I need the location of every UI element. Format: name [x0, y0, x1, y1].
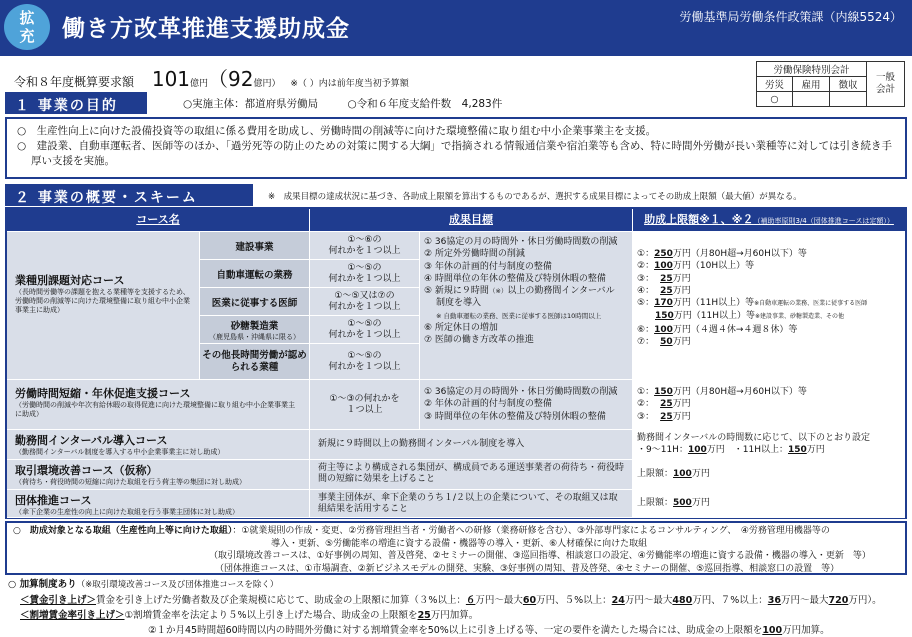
- course5-limits: 上限額：500万円: [633, 490, 905, 518]
- purpose-2: ○ 建設業、自動車運転者、医師等のほか、「過労死等の防止のための対策に関する大綱」で指摘される情報通信業や宿泊業等も含め、特に時間外労働が長い業種等に対しては引き続き手厚い支援を実施。: [17, 140, 892, 167]
- col-limit-header: 助成上限額※１、※２（補助率原則3/4（団体推進コースは定額））: [633, 209, 905, 231]
- target-activities-box: [5, 521, 907, 575]
- goal-item: ④ 時間単位の年休の整備及び特別休暇の整備: [424, 273, 606, 284]
- mark-choushu: [830, 92, 867, 107]
- course3-limits: [633, 430, 905, 460]
- target-row-2: 導入・更新、⑤労働能率の増進に資する設備・機器等の導入・更新、⑥人材確保に向けた取組: [271, 538, 648, 549]
- section2-title: ２ 事業の概要・スキーム: [5, 184, 253, 206]
- budget-unit: 億円: [190, 79, 209, 89]
- prev-close: 億円）: [253, 79, 281, 89]
- course1-name-cell: [7, 232, 200, 380]
- target-row-4: （団体推進コースは、①市場調査、②新ビジネスモデルの開発、実験、③好事例の周知、普及啓発、④セミナーの開催、⑤巡回指導、相談窓口の設置 等）: [215, 563, 840, 574]
- section1-info: [183, 96, 528, 111]
- course1-name: 業種別課題対応コース: [15, 274, 125, 287]
- budget-note: ※（ ）内は前年度当初予算額: [290, 79, 409, 89]
- page-title: 働き方改革推進支援助成金: [62, 16, 350, 42]
- course2-name-cell: [7, 380, 310, 430]
- course4-desc: （荷待ち・荷役時間の短縮に向けた取組を行う荷主等の集団に対し助成）: [15, 478, 246, 486]
- limit-item: ②：100万円（10H以上）等: [637, 261, 755, 272]
- implementer: ○実施主体：都道府県労働局: [183, 98, 319, 110]
- course1-cond-sugar: ①～⑤の 何れかを１つ以上: [310, 316, 420, 344]
- purpose-box: [5, 117, 907, 179]
- course1-sub-construction: 建設事業: [200, 232, 310, 260]
- prev-open: （: [208, 67, 229, 91]
- limit-item: ①：250万円（月80H超→月60H以下）等: [637, 249, 807, 259]
- budget-amount: 101: [151, 67, 191, 91]
- goal-item: ⑥ 所定休日の増加: [424, 323, 498, 334]
- bonus-overtime-line: ＜割増賃金率引き上げ＞①割増賃金率を法定より５%以上引き上げた場合、助成金の上限額を25万円加算。: [20, 610, 479, 621]
- goal-item: ③ 年休の計画的付与制度の整備: [424, 261, 552, 272]
- course2-desc: （労働時間の削減や年次有給休暇の取得促進に向けた環境整備に取り組む中小企業事業主に助成）: [15, 401, 295, 418]
- course1-goals: [420, 232, 633, 380]
- limit-item: 勤務間インターバルの時間数に応じて、以下のとおり設定: [637, 433, 871, 443]
- col-course-header: コース名: [7, 209, 309, 231]
- goal-item: ② 所定外労働時間の削減: [424, 249, 525, 260]
- course1-cond-driving: ①～⑤の 何れかを１つ以上: [310, 260, 420, 288]
- badge-line1: 拡: [19, 9, 35, 27]
- course2-cond: ①～③の何れかを １つ以上: [310, 380, 420, 430]
- limit-item: ⑦： 50万円: [637, 337, 691, 348]
- course5-goal: 事業主団体が、傘下企業のうち１/２以上の企業について、その取組又は取組結果を活用すること: [310, 490, 633, 518]
- course1-sub-other: その他長時間労働が認められる業種: [200, 344, 310, 380]
- budget-line: [14, 63, 409, 92]
- limit-item: ①：150万円（月80H超→月60H以下）等: [637, 387, 807, 398]
- goal-item: ③ 時間単位の年休の整備及び特別休暇の整備: [424, 411, 606, 422]
- goal-item: ⑦ 医師の働き方改革の推進: [424, 335, 534, 346]
- bonus-wage-line: ＜賃金引き上げ＞賃金を引き上げた労働者数及び企業規模に応じて、助成金の上限額に加算（３%以上：６万円～最大60万円、５%以上：24万円～最大480万円、７%以上：36万円～最大720万円）。: [20, 595, 882, 606]
- course4-name: 取引環境改善コース（仮称）: [15, 464, 158, 477]
- course4-goal: 荷主等により構成される集団が、構成員である運送事業者の荷待ち・荷役時間の短縮に効果を上げること: [310, 460, 633, 490]
- col-goal-header: 成果目標: [310, 209, 632, 231]
- limit-item: ②： 25万円: [637, 399, 691, 410]
- bonus-overtime-line-2: ②１か月45時間超60時間以内の時間外労働に対する割増賃金率を50%以上に引き上げる等、一定の要件を満たした場合には、助成金の上限額を100万円加算。: [148, 625, 830, 636]
- mark-koyou: [793, 92, 830, 107]
- badge-line2: 充: [19, 27, 35, 45]
- course5-desc: （傘下企業の生産性の向上に向けた取組を行う事業主団体に対し助成）: [15, 508, 239, 516]
- purpose-1: ○ 生産性向上に向けた設備投資等の取組に係る費用を助成し、労働時間の削減等に向けた環境整備に取り組む中小企業事業主を支援。: [17, 125, 657, 137]
- limit-item: ③： 25万円: [637, 411, 691, 422]
- course1-cond-construction: ①～⑥の 何れかを１つ以上: [310, 232, 420, 260]
- course3-name: 勤務間インターバル導入コース: [15, 434, 168, 447]
- general-account-label: 一般 会計: [867, 62, 905, 107]
- target-row-1: ○ 助成対象となる取組（生産性向上等に向けた取組）：①就業規則の作成・変更、②労務管理担当者・労働者への研修（業務研修を含む）、③外部専門家によるコンサルティング、 ④労務管理用機器等の: [13, 526, 830, 536]
- bonus-head: ○ 加算制度あり（※取引環境改善コース及び団体推進コースを除く）: [8, 579, 279, 590]
- course1-sub-sugar: 砂糖製造業 （鹿児島県・沖縄県に限る）: [200, 316, 310, 344]
- course2-goals: [420, 380, 633, 430]
- account-table: [756, 61, 905, 107]
- bonus-section: [8, 577, 882, 637]
- course3-desc: （勤務間インターバル制度を導入する中小企業事業主に対し助成）: [15, 448, 225, 456]
- course4-limits: 上限額：100万円: [633, 460, 905, 490]
- limit-item: ⑥：100万円（４週４休→４週８休）等: [637, 324, 798, 335]
- page-header: [0, 0, 912, 56]
- course1-limits: [633, 232, 905, 380]
- course1-sub-doctor: 医業に従事する医師: [200, 288, 310, 316]
- limit-item: ③： 25万円: [637, 273, 691, 284]
- limit-item: ⑤：170万円（11H以上）等※自動車運転の業務、医業に従事する医師: [637, 298, 868, 309]
- course2-name: 労働時間短縮・年休促進支援コース: [15, 387, 191, 400]
- limit-item: ・9～11H：100万円 ・11H以上：150万円: [637, 445, 825, 456]
- section2-note: ※ 成果目標の達成状況に基づき、各助成上限額を算出するものであるが、選択する成果目標によってその助成上限額（最大値）が異なる。: [268, 192, 802, 202]
- course2-limits: [633, 380, 905, 430]
- section1-title: １ 事業の目的: [5, 92, 147, 114]
- limit-item: 150万円（11H以上）等※建設事業、砂糖製造業、その他: [655, 311, 845, 322]
- goal-note: ※ 自動車運転の業務、医業に従事する医師は10時間以上: [436, 311, 602, 320]
- goal-item-cont: 制度を導入: [436, 298, 482, 309]
- special-account-label: 労働保険特別会計: [757, 62, 867, 77]
- course5-name: 団体推進コース: [15, 494, 92, 507]
- goal-item: ⑤ 新規に９時間（※）以上の勤務間インターバル: [424, 286, 615, 297]
- course1-cond-doctor: ①～⑤又は⑦の 何れかを１つ以上: [310, 288, 420, 316]
- budget-label: 令和８年度概算要求額: [14, 75, 135, 89]
- course1-sub-driving: 自動車運転の業務: [200, 260, 310, 288]
- scheme-table: [5, 207, 907, 519]
- target-row-3: （取引環境改善コースは、①好事例の周知、普及啓発、②セミナーの開催、③巡回指導、相談窓口の設定、④労働能率の増進に資する設備・機器の導入・更新 等）: [209, 551, 871, 561]
- course1-cond-other: ①～⑤の 何れかを１つ以上: [310, 344, 420, 380]
- course1-desc: （長時間労働等の課題を抱える業種等を支援するため、労働時間の削減等に向けた環境整備に取り組む中小企業事業主に助成）: [15, 288, 190, 314]
- goal-item: ② 年休の計画的付与制度の整備: [424, 399, 552, 410]
- course3-name-cell: [7, 430, 310, 460]
- col-koyou: 雇用: [793, 77, 830, 92]
- goal-item: ① 36協定の月の時間外・休日労働時間数の削減: [424, 237, 618, 247]
- course4-name-cell: [7, 460, 310, 490]
- grant-count: ○令和６年度支給件数 4,283件: [347, 98, 503, 110]
- course5-name-cell: [7, 490, 310, 518]
- goal-item: ① 36協定の月の時間外・休日労働時間数の削減: [424, 387, 618, 398]
- course3-goal: 新規に９時間以上の勤務間インターバル制度を導入: [310, 430, 633, 460]
- mark-rousai: ○: [757, 92, 793, 107]
- limit-item: ④： 25万円: [637, 285, 691, 296]
- col-rousai: 労災: [757, 77, 793, 92]
- expansion-badge: [4, 4, 50, 50]
- department-label: 労働基準局労働条件政策課（内線5524）: [679, 10, 902, 24]
- prev-amount: 92: [228, 67, 254, 91]
- col-choushu: 徴収: [830, 77, 867, 92]
